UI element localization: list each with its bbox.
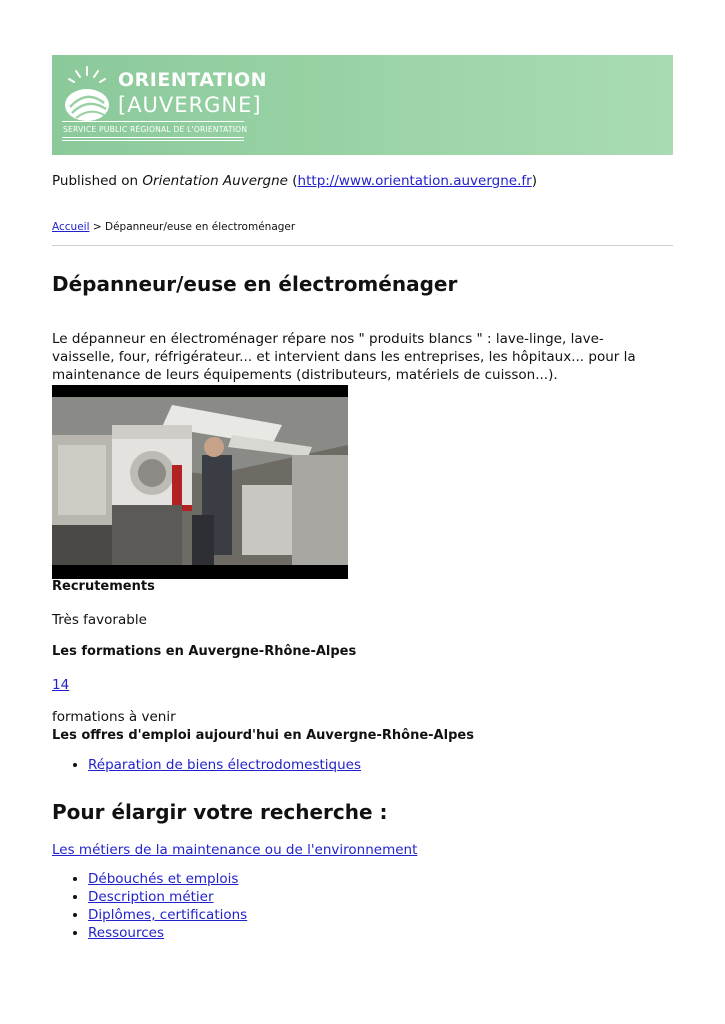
logo-divider-bottom bbox=[62, 137, 244, 138]
widen-search-title: Pour élargir votre recherche : bbox=[52, 800, 388, 824]
logo-divider-top bbox=[62, 121, 244, 122]
trainings-label: Les formations en Auvergne-Rhône-Alpes bbox=[52, 644, 357, 659]
close-paren: ) bbox=[531, 173, 537, 189]
logo-swirl-icon bbox=[62, 65, 112, 127]
logo-divider-bottom-2 bbox=[62, 140, 244, 141]
published-prefix: Published on bbox=[52, 173, 143, 189]
intro-text: Le dépanneur en électroménager répare nos " produits blancs " : lave-linge, lave-vaisselle, four, réfrigérateur... et intervient dans les entreprises, les hôpitaux... pour la maintenance de leurs équipements (distributeurs, matériels de cuisson...). bbox=[52, 331, 636, 383]
diplomas-link[interactable]: Diplômes, certifications bbox=[88, 907, 248, 923]
divider bbox=[52, 245, 673, 246]
open-paren: ( bbox=[287, 173, 298, 189]
logo-title: ORIENTATION bbox=[118, 69, 268, 91]
job-link[interactable]: Réparation de biens électrodomestiques bbox=[88, 757, 361, 773]
video-frame-image bbox=[52, 385, 348, 579]
recruitment-label: Recrutements bbox=[52, 579, 155, 594]
header-banner bbox=[52, 55, 673, 155]
jobs-list bbox=[52, 756, 361, 774]
site-name: Orientation Auvergne bbox=[142, 173, 288, 189]
recruitment-value: Très favorable bbox=[52, 612, 147, 628]
site-url-link[interactable]: http://www.orientation.auvergne.fr bbox=[297, 173, 532, 189]
breadcrumb bbox=[52, 221, 295, 233]
list-item bbox=[88, 888, 247, 906]
logo-tagline: SERVICE PUBLIC RÉGIONAL DE L'ORIENTATION bbox=[63, 125, 248, 134]
trainings-count-caption: formations à venir bbox=[52, 709, 176, 725]
video-player[interactable] bbox=[52, 385, 348, 579]
list-item bbox=[88, 924, 247, 942]
published-line bbox=[52, 173, 537, 189]
list-item bbox=[88, 756, 361, 774]
widen-links-list bbox=[52, 870, 247, 942]
breadcrumb-current: Dépanneur/euse en électroménager bbox=[104, 221, 296, 233]
logo-subtitle: [AUVERGNE] bbox=[118, 93, 262, 117]
list-item bbox=[88, 906, 247, 924]
resources-link[interactable]: Ressources bbox=[88, 925, 164, 941]
trainings-count-link[interactable]: 14 bbox=[52, 677, 70, 693]
jobs-label: Les offres d'emploi aujourd'hui en Auvergne-Rhône-Alpes bbox=[52, 728, 474, 743]
list-item bbox=[88, 870, 247, 888]
outlets-link[interactable]: Débouchés et emplois bbox=[88, 871, 239, 887]
category-link[interactable]: Les métiers de la maintenance ou de l'environnement bbox=[52, 842, 418, 858]
page-title: Dépanneur/euse en électroménager bbox=[52, 272, 458, 296]
breadcrumb-separator: > bbox=[89, 221, 105, 233]
job-description-link[interactable]: Description métier bbox=[88, 889, 214, 905]
breadcrumb-home-link[interactable]: Accueil bbox=[52, 221, 90, 233]
